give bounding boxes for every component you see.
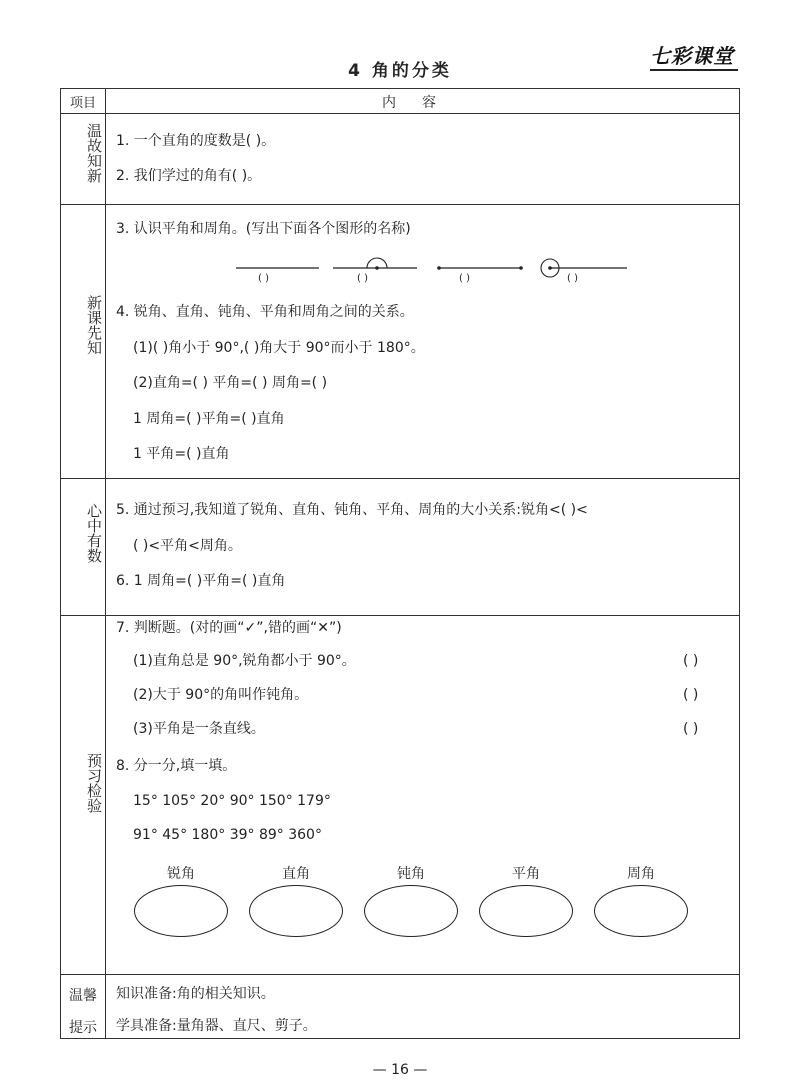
question-1: 1. 一个直角的度数是( )。 — [116, 133, 276, 149]
tips-line-2: 学具准备:量角器、直尺、剪子。 — [116, 1018, 317, 1034]
question-8: 8. 分一分,填一填。 — [116, 758, 237, 774]
question-3: 3. 认识平角和周角。(写出下面各个图形的名称) — [116, 221, 411, 237]
oval-obtuse[interactable] — [364, 885, 458, 937]
figure-vertex — [375, 266, 379, 270]
category-straight: 平角 — [512, 866, 540, 882]
header-content-label: 内容 — [382, 95, 462, 111]
question-6: 6. 1 周角=( )平角=( )直角 — [116, 573, 286, 589]
section-label-preview: 新课先知 — [85, 295, 103, 355]
angle-figures — [61, 89, 741, 289]
question-4-2: (2)直角=( ) 平角=( ) 周角=( ) — [133, 375, 328, 391]
oval-acute[interactable] — [134, 885, 228, 937]
section-label-review: 温故知新 — [85, 123, 103, 183]
brand-logo: 七彩课堂 — [650, 44, 734, 68]
figure-vertex — [548, 266, 552, 270]
tips-line-1: 知识准备:角的相关知识。 — [116, 986, 275, 1002]
tips-label-1: 温馨 — [69, 988, 97, 1004]
judge-blank-3[interactable]: ( ) — [683, 721, 699, 737]
figure-endpoint — [437, 266, 441, 270]
judge-item-2: (2)大于 90°的角叫作钝角。 — [133, 687, 309, 703]
figure-blank-1[interactable]: ( ) — [258, 273, 269, 284]
figure-blank-2[interactable]: ( ) — [357, 273, 368, 284]
question-5-line-1: 5. 通过预习,我知道了锐角、直角、钝角、平角、周角的大小关系:锐角<( )< — [116, 502, 588, 518]
category-right: 直角 — [282, 866, 310, 882]
angle-values-row-2: 91° 45° 180° 39° 89° 360° — [133, 827, 322, 843]
tips-label-2: 提示 — [69, 1020, 97, 1036]
row-divider — [61, 974, 739, 975]
question-4-4: 1 平角=( )直角 — [133, 446, 230, 462]
row-divider — [61, 478, 739, 479]
oval-right[interactable] — [249, 885, 343, 937]
question-4-1: (1)( )角小于 90°,( )角大于 90°而小于 180°。 — [133, 340, 425, 356]
figure-blank-4[interactable]: ( ) — [567, 273, 578, 284]
question-2: 2. 我们学过的角有( )。 — [116, 168, 262, 184]
oval-full[interactable] — [594, 885, 688, 937]
oval-straight[interactable] — [479, 885, 573, 937]
section-label-check: 预习检验 — [85, 753, 103, 813]
header-item-label: 项目 — [69, 96, 96, 111]
section-label-mind: 心中有数 — [85, 503, 103, 563]
judge-item-1: (1)直角总是 90°,锐角都小于 90°。 — [133, 653, 356, 669]
worksheet-table — [60, 88, 740, 1039]
question-4: 4. 锐角、直角、钝角、平角和周角之间的关系。 — [116, 304, 414, 320]
judge-item-3: (3)平角是一条直线。 — [133, 721, 265, 737]
figure-blank-3[interactable]: ( ) — [459, 273, 470, 284]
question-4-3: 1 周角=( )平角=( )直角 — [133, 411, 285, 427]
angle-values-row-1: 15° 105° 20° 90° 150° 179° — [133, 793, 331, 809]
category-obtuse: 钝角 — [397, 866, 425, 882]
question-5-line-2: ( )<平角<周角。 — [133, 538, 242, 554]
category-acute: 锐角 — [167, 866, 195, 882]
question-7: 7. 判断题。(对的画“✓”,错的画“✕”) — [116, 620, 342, 636]
logo-underline — [650, 69, 738, 71]
row-divider — [61, 615, 739, 616]
figure-endpoint — [519, 266, 523, 270]
category-full: 周角 — [627, 866, 655, 882]
judge-blank-1[interactable]: ( ) — [683, 653, 699, 669]
page-number: — 16 — — [372, 1062, 428, 1078]
judge-blank-2[interactable]: ( ) — [683, 687, 699, 703]
page-title: 4 角的分类 — [348, 61, 452, 81]
